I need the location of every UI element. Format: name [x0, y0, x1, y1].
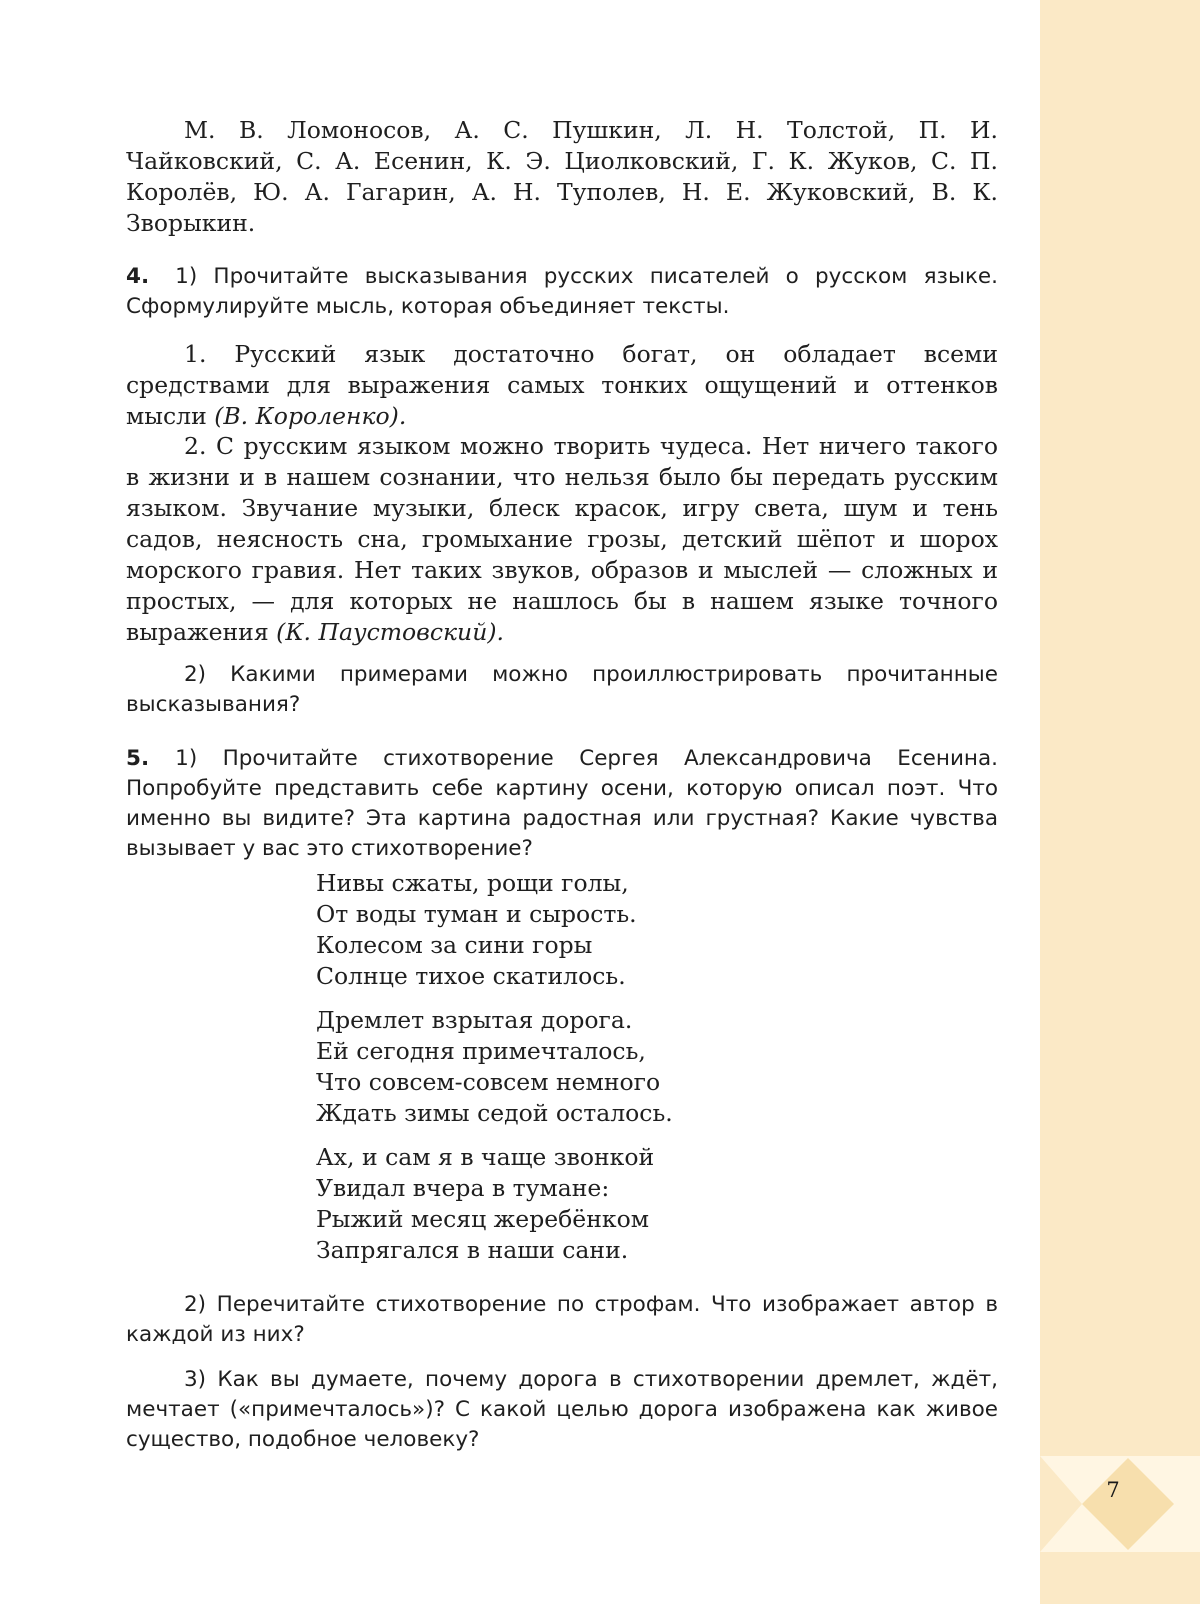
poem-line: Нивы сжаты, рощи голы, — [316, 869, 629, 897]
poem-line: Солнце тихое скатилось. — [316, 962, 626, 990]
task-5-number: 5. — [126, 746, 150, 771]
poem-stanza-1 — [316, 868, 673, 992]
quote-1-text: 1. Русский язык достаточно богат, он обладает всеми средствами для выражения самых тонких ощущений и оттенков мысли — [126, 340, 998, 430]
poem-line: Колесом за сини горы — [316, 931, 593, 959]
poem-stanza-2 — [316, 1005, 673, 1129]
task-4-question-1 — [126, 262, 998, 322]
side-margin-band — [1040, 0, 1200, 1604]
poem-line: Ей сегодня примечталось, — [316, 1037, 646, 1065]
task-5-question-2: 2) Перечитайте стихотворение по строфам. Что изображает автор в каждой из них? — [126, 1292, 998, 1347]
names-paragraph: М. В. Ломоносов, А. С. Пушкин, Л. Н. Толстой, П. И. Чайковский, С. А. Есенин, К. Э. Циолковский, Г. К. Жуков, С. П. Королёв, Ю. А. Гагарин, А. Н. Туполев, Н. Е. Жуковский, В. К. Зворыкин. — [126, 116, 998, 237]
poem-esenin — [316, 868, 673, 1279]
poem-line: Рыжий месяц жеребёнком — [316, 1205, 649, 1233]
quote-1-author: (В. Короленко). — [214, 402, 407, 430]
task-4-number: 4. — [126, 264, 150, 289]
quote-2-text: 2. С русским языком можно творить чудеса. Нет ничего такого в жизни и в нашем сознании, что нельзя было бы передать русским языком. Звучание музыки, блеск красок, игру света, шум и тень садов, неясность сна, громыхание грозы, детский шёпот и шорох морского гравия. Нет таких звуков, образов и мыслей — сложных и простых, — для которых не нашлось бы в нашем языке точного выражения — [126, 432, 998, 646]
task-5-question-3: 3) Как вы думаете, почему дорога в стихотворении дремлет, ждёт, мечтает («примечталось»)? С какой целью дорога изображена как живое существо, подобное человеку? — [126, 1367, 998, 1452]
task-4-question-2: 2) Какими примерами можно проиллюстрировать прочитанные высказывания? — [126, 662, 998, 717]
poem-line: Дремлет взрытая дорога. — [316, 1006, 633, 1034]
quote-korolenko — [126, 339, 998, 432]
quote-paustovsky — [126, 431, 998, 648]
poem-line: Увидал вчера в тумане: — [316, 1174, 610, 1202]
poem-line: Ждать зимы седой осталось. — [316, 1099, 673, 1127]
task-5-question-1 — [126, 744, 998, 864]
poem-line: Что совсем-совсем немного — [316, 1068, 661, 1096]
poem-line: От воды туман и сырость. — [316, 900, 637, 928]
task-5-q1-text: 1) Прочитайте стихотворение Сергея Александровича Есенина. Попробуйте представить себе картину осени, которую описал поэт. Что именно вы видите? Эта картина радостная или грустная? Какие чувства вызывает у вас это стихотворение? — [126, 746, 998, 861]
poem-line: Ах, и сам я в чаще звонкой — [316, 1143, 655, 1171]
task-4-q1-text: 1) Прочитайте высказывания русских писателей о русском языке. Сформулируйте мысль, которая объединяет тексты. — [126, 264, 998, 319]
poem-line: Запрягался в наши сани. — [316, 1236, 629, 1264]
page-number-marker — [1040, 1456, 1200, 1552]
page-number: 7 — [1106, 1478, 1120, 1502]
quote-2-author: (К. Паустовский). — [276, 618, 504, 646]
poem-stanza-3 — [316, 1142, 673, 1266]
